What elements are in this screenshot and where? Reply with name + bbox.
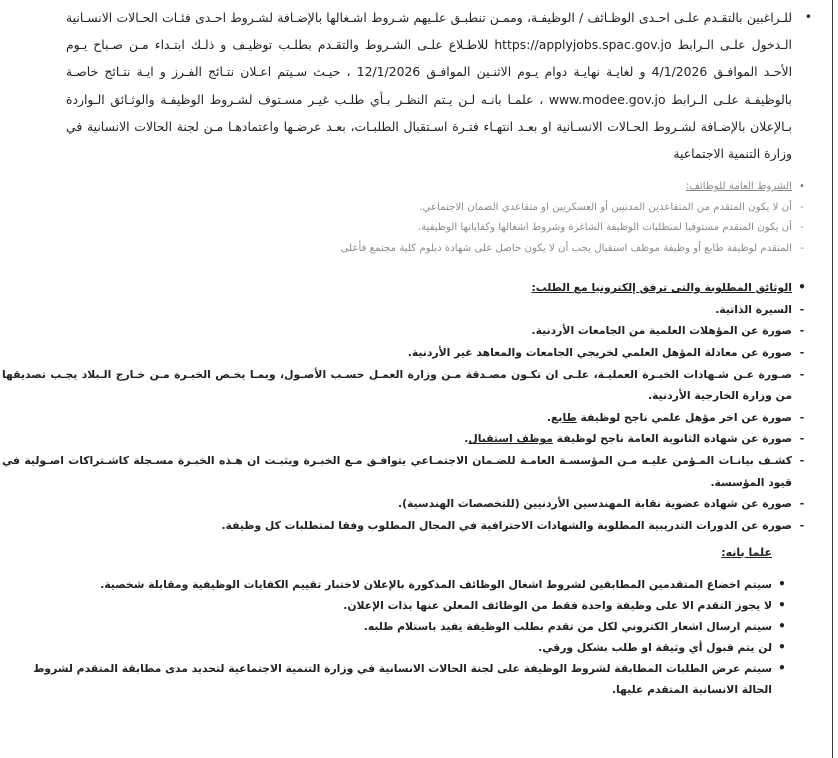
- dash-icon: -: [799, 346, 805, 359]
- note-text: سيتم اخضاع المتقدمين المطابقين لشروط اشغال الوظائف المذكورة بالإعلان لاختبار تقييم الكفايات الوظيفية ومقابلة شخصية.: [100, 578, 772, 592]
- document-text: [2, 407, 792, 429]
- dash-icon: -: [800, 201, 804, 213]
- notes-title: علما بانه:: [721, 546, 772, 560]
- note-item: [2, 658, 792, 700]
- document-text-prefix: صورة عن اخر مؤهل علمي ناجح لوظيفة: [576, 410, 792, 424]
- dash-icon: -: [799, 453, 805, 467]
- document-item: [2, 407, 812, 429]
- bullet-icon: •: [778, 640, 786, 655]
- document-item: [2, 428, 812, 450]
- condition-text: أن يكون المتقدم مستوفيا لمتطلبات الوظيفة الشاغرة وشروط اشغالها وكفاياتها الوظيفية.: [417, 222, 792, 234]
- document-item: [2, 515, 812, 537]
- dash-icon: -: [799, 497, 805, 511]
- note-text: سيتم عرض الطلبات المطابقة لشروط الوظيفة على لجنة الحالات الانسانية في وزارة التنمية الاجتماعية لتحديد مدى مطابقة المتقدم لشروط الحالة الانسانية المتقدم عليها.: [33, 662, 772, 697]
- start-date: 4/1/2026: [651, 64, 708, 80]
- announcement-content: [2, 4, 812, 700]
- job-title-typist: طابع: [551, 410, 577, 424]
- general-conditions-title: الشروط العامة للوظائف:: [685, 181, 792, 193]
- intro-text-part3: و لغايـة نهايـة دوام يـوم الاثنـين الموافـق: [420, 64, 652, 80]
- note-text: سيتم ارسال اشعار الكتروني لكل من تقدم بطلب الوظيفة يفيد باستلام طلبه.: [363, 620, 772, 634]
- document-item: [2, 364, 812, 407]
- dash-icon: -: [800, 222, 804, 234]
- intro-text-part1: للـراغبين بالتقـدم علـى احـدى الوظـائف / الوظيفـة، وممـن تنطبـق علـيهم شـروط اشـغالها بالإضـافة لشـروط احـدى فئـات الحـالات الانسـانية الـدخول علـى الـرابط: [66, 10, 792, 53]
- note-item: [2, 616, 792, 637]
- document-text: صورة عن الدورات التدريبية المطلوبة والشهادات الاحترافية في المجال المطلوب وفقا لمتطلبات كل وظيفة.: [221, 518, 792, 532]
- note-item: [2, 574, 792, 595]
- document-text-suffix: .: [464, 432, 469, 446]
- bullet-icon: •: [799, 181, 805, 193]
- dash-icon: -: [800, 242, 804, 254]
- document-text: كشـف بيانـات المـؤمن عليـه مـن المؤسسـة العامـة للضـمان الاجتمـاعي يتوافـق مـع الخبـرة ويثبـت ان هـذه الخبـرة مسـجلة كاشـتراكات اصـولية في قيود المؤسسة.: [2, 453, 792, 489]
- general-conditions-section: [2, 177, 812, 259]
- document-item: [2, 342, 812, 364]
- dash-icon: -: [799, 410, 805, 424]
- note-item: [2, 595, 792, 616]
- document-text-prefix: صورة عن شهادة الثانوية العامة ناجح لوظيفة: [552, 432, 792, 446]
- bullet-icon: •: [804, 10, 812, 24]
- notes-section: [2, 574, 812, 700]
- document-item: [2, 299, 812, 321]
- required-documents-heading: [2, 277, 812, 299]
- intro-text-part4: ، حيـث سـيتم اعـلان نتـائج الفـرز و ايـة نتـائج خاصـة بالوظيفـة علـى الـرابط: [66, 64, 792, 107]
- modee-link[interactable]: www.modee.gov.jo: [548, 91, 666, 107]
- bullet-icon: •: [778, 577, 786, 592]
- document-text: السيرة الذاتية.: [715, 302, 792, 316]
- dash-icon: -: [799, 367, 805, 381]
- intro-paragraph: [2, 4, 812, 167]
- document-text: صورة عن معادلة المؤهل العلمي لخريجي الجامعات والمعاهد غير الأردنية.: [407, 346, 792, 359]
- bullet-icon: •: [778, 619, 786, 634]
- intro-text: [2, 4, 792, 167]
- intro-text-part2: للاطـلاع علـى الشـروط والتقـدم بطلـب توظيـف و ذلـك ابتـداء مـن صـباح يـوم الأحـد الموافـق: [66, 37, 793, 80]
- end-date: 12/1/2026: [356, 64, 421, 80]
- job-title-receptionist: موظف استقبال: [468, 432, 553, 446]
- dash-icon: -: [799, 432, 805, 446]
- dash-icon: -: [799, 302, 805, 316]
- intro-text-part5: ، علمـا بانـه لـن يـتم النظـر بـأي طلـب غيـر مسـتوف لشـروط الوظيفـة والوثـائق الـواردة بـالإعلان بالإضـافة لشـروط الحـالات الانسـانية او بعـد انتهـاء فتـرة اسـتقبال الطلبـات، بعـد عرضـها واعتمادهـا مـن لجنة الحالات الانسانية في وزارة التنمية الاجتماعية: [66, 91, 792, 162]
- document-text-suffix: .: [546, 410, 552, 424]
- document-item: [2, 493, 812, 515]
- document-text: [2, 428, 792, 450]
- bullet-icon: •: [778, 661, 786, 676]
- required-documents-section: [2, 277, 812, 536]
- apply-jobs-link[interactable]: https://applyjobs.spac.gov.jo: [494, 37, 672, 53]
- bullet-icon: •: [778, 598, 786, 613]
- condition-item: [2, 218, 812, 239]
- dash-icon: -: [799, 324, 805, 338]
- document-text: صورة عن المؤهلات العلمية من الجامعات الأردنية.: [531, 324, 792, 338]
- condition-item: [2, 198, 812, 219]
- document-item: [2, 450, 812, 493]
- page-border: [832, 0, 833, 758]
- note-text: لن يتم قبول أي وثيقة او طلب بشكل ورقي.: [538, 641, 772, 655]
- document-item: [2, 320, 812, 342]
- note-item: [2, 637, 792, 658]
- document-text: صورة عن شهادة عضوية نقابة المهندسين الأردنيين (للتخصصات الهندسية).: [397, 497, 792, 511]
- note-text: لا يجوز التقدم الا على وظيفة واحدة فقط من الوظائف المعلن عنها بذات الإعلان.: [343, 599, 772, 613]
- dash-icon: -: [799, 518, 805, 532]
- condition-text: المتقدم لوظيفة طابع أو وظيفة موظف استقبال يجب أن لا يكون حاصل على شهادة دبلوم كلية مجتمع فأعلى: [340, 242, 792, 254]
- general-conditions-heading: [2, 177, 812, 198]
- bullet-icon: •: [798, 280, 806, 295]
- condition-item: [2, 239, 812, 260]
- document-text: صـورة عـن شـهادات الخبـرة العمليـة، علـى ان تكـون مصـدقة مـن وزارة العمـل حسـب الأصـول، وبمـا يخـص الخبـرة مـن خـارج الـبلاد يجـب تصديقها من وزارة الخارجية الأردنية.: [2, 367, 792, 403]
- required-documents-title: الوثائق المطلوبة والتى ترفق إلكترونيا مع الطلب:: [531, 281, 792, 295]
- condition-text: أن لا يكون المتقدم من المتقاعدين المدنيين أو العسكريين او متقاعدي الضمان الاجتماعي.: [419, 201, 792, 213]
